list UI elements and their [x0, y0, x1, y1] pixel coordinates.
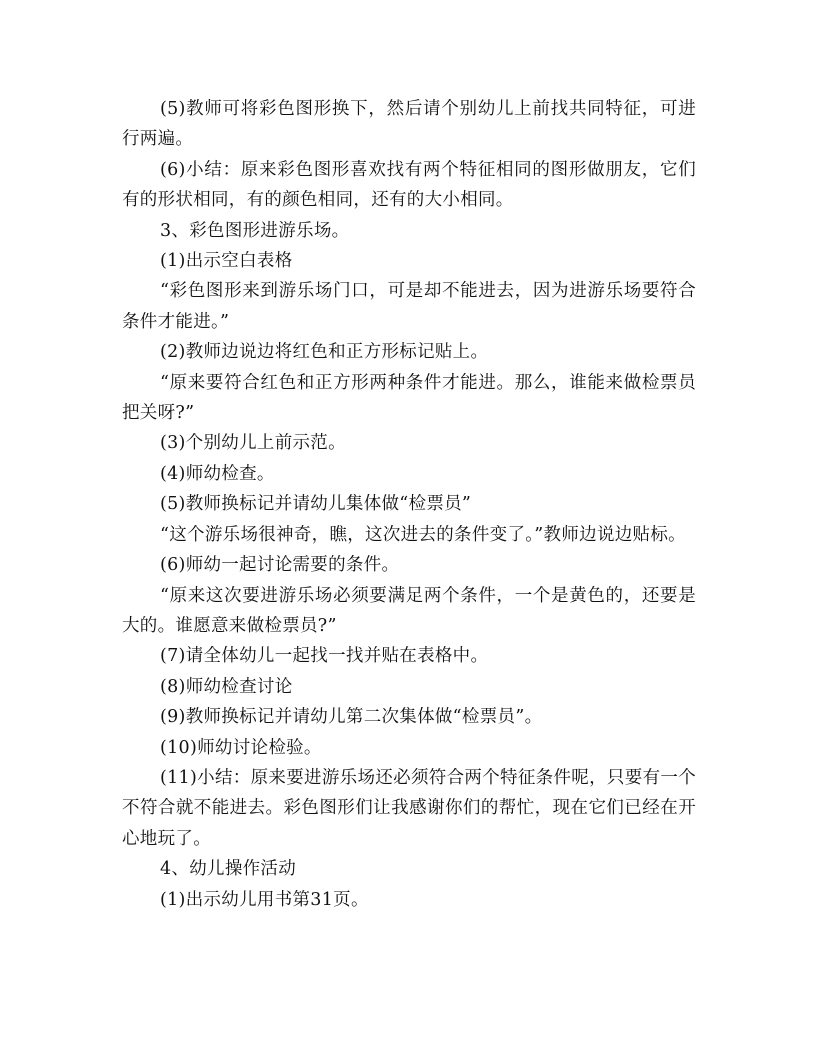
paragraph-demo: (3)个别幼儿上前示范。: [160, 433, 346, 454]
paragraph-show-book: (1)出示幼儿用书第31页。: [160, 889, 369, 910]
paragraph-check: (4)师幼检查。: [160, 463, 275, 484]
paragraph-find-and-stick: (7)请全体幼儿一起找一找并贴在表格中。: [160, 646, 489, 667]
paragraph-second-inspector: (9)教师换标记并请幼儿第二次集体做“检票员”。: [160, 707, 543, 728]
paragraph-step-5-swap: (5)教师可将彩色图形换下，然后请个别幼儿上前找共同特征，可进行两遍。: [122, 99, 696, 150]
section-heading-4: 4、幼儿操作活动: [160, 859, 297, 880]
paragraph-quote-yellow-big: “原来这次要进游乐场必须要满足两个条件，一个是黄色的，还要是大的。谁愿意来做检票员?”: [122, 585, 696, 636]
section-heading-3: 3、彩色图形进游乐场。: [160, 220, 350, 241]
paragraph-quote-changed: “这个游乐场很神奇，瞧，这次进去的条件变了。”教师边说边贴标。: [160, 524, 686, 545]
paragraph-discuss-verify: (10)师幼讨论检验。: [160, 737, 322, 758]
paragraph-quote-conditions: “原来要符合红色和正方形两种条件才能进。那么，谁能来做检票员把关呀?”: [122, 372, 696, 424]
paragraph-show-table: (1)出示空白表格: [160, 251, 293, 272]
paragraph-stick-marks: (2)教师边说边将红色和正方形标记贴上。: [160, 342, 489, 363]
paragraph-group-inspector: (5)教师换标记并请幼儿集体做“检票员”: [160, 494, 472, 515]
paragraph-final-summary: (11)小结：原来要进游乐场还必须符合两个特征条件呢，只要有一个不符合就不能进去。彩色图形们让我感谢你们的帮忙，现在它们已经在开心地玩了。: [122, 767, 696, 849]
paragraph-step-6-summary: (6)小结：原来彩色图形喜欢找有两个特征相同的图形做朋友，它们有的形状相同，有的颜色相同，还有的大小相同。: [122, 159, 696, 211]
paragraph-quote-entrance: “彩色图形来到游乐场门口，可是却不能进去，因为进游乐场要符合条件才能进。”: [122, 281, 696, 332]
document-body: [122, 94, 696, 915]
paragraph-check-discuss: (8)师幼检查讨论: [160, 676, 293, 697]
paragraph-discuss-conditions: (6)师幼一起讨论需要的条件。: [160, 555, 400, 576]
